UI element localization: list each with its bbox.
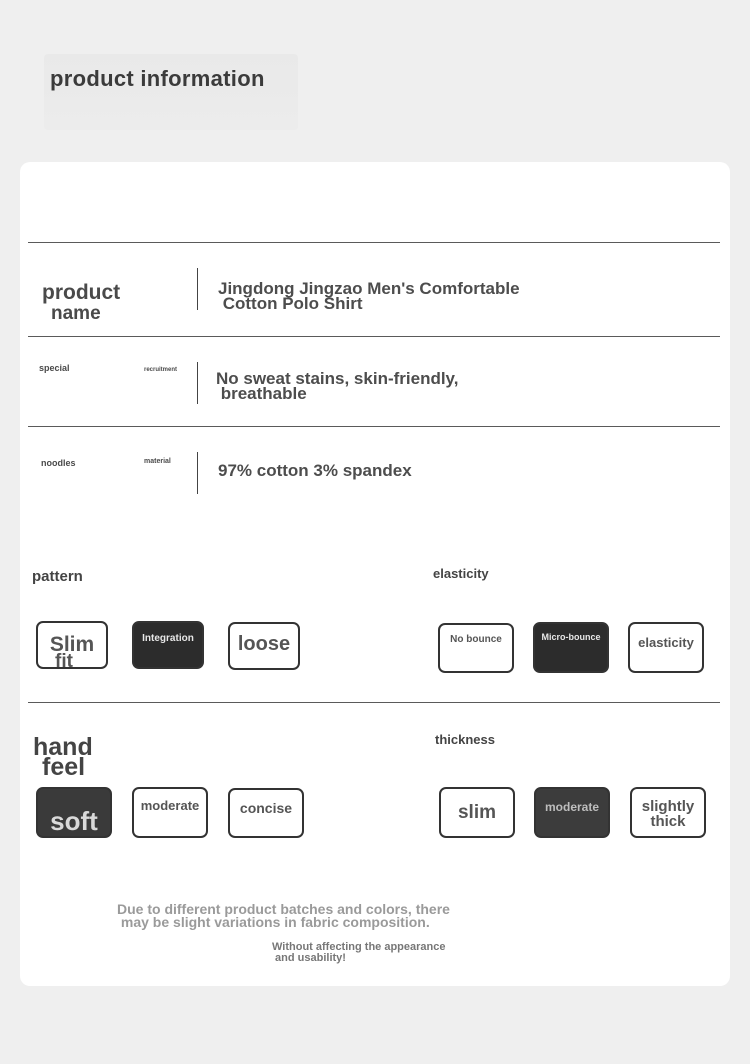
thickness-option-slim[interactable] bbox=[439, 787, 515, 838]
product-name-value: Jingdong Jingzao Men's Comfortable Cotton Polo Shirt bbox=[218, 279, 520, 313]
option-label: Integration bbox=[142, 633, 194, 644]
option-label: soft bbox=[50, 806, 98, 836]
elasticity-option-micro-bounce[interactable] bbox=[533, 622, 609, 673]
column-divider bbox=[197, 362, 198, 404]
elasticity-option-no-bounce[interactable] bbox=[438, 623, 514, 673]
option-label: concise bbox=[239, 800, 293, 816]
option-label: thick bbox=[650, 813, 686, 830]
column-divider bbox=[197, 268, 198, 310]
thickness-option-moderate[interactable] bbox=[534, 787, 610, 838]
option-label: Micro-bounce bbox=[541, 632, 601, 642]
option-label: moderate bbox=[140, 798, 200, 813]
pattern-option-slim-fit[interactable] bbox=[36, 621, 108, 669]
option-label: No bounce bbox=[450, 634, 502, 645]
hand-feel-option-soft[interactable] bbox=[36, 787, 112, 838]
divider bbox=[28, 242, 720, 243]
pattern-option-loose[interactable] bbox=[228, 622, 300, 670]
elasticity-option-elasticity[interactable] bbox=[628, 622, 704, 673]
column-divider bbox=[197, 452, 198, 494]
divider bbox=[28, 336, 720, 337]
product-name-label-2: name bbox=[51, 303, 101, 324]
disclaimer-subnote: Without affecting the appearance and usability! bbox=[272, 941, 446, 964]
elasticity-title: elasticity bbox=[433, 566, 489, 581]
hand-feel-option-moderate[interactable] bbox=[132, 787, 208, 838]
hand-feel-title-1: hand bbox=[33, 733, 93, 761]
special-value: No sweat stains, skin-friendly, breathable bbox=[216, 369, 459, 403]
option-label: moderate bbox=[544, 800, 600, 814]
option-label: Slim bbox=[49, 633, 95, 656]
special-label: special bbox=[39, 363, 70, 373]
option-label: slim bbox=[457, 802, 497, 823]
material-value: 97% cotton 3% spandex bbox=[218, 461, 412, 480]
divider bbox=[28, 702, 720, 703]
divider bbox=[28, 426, 720, 427]
page-title: product information bbox=[50, 66, 265, 91]
noodles-label: noodles bbox=[41, 458, 76, 468]
thickness-option-slightly-thick[interactable] bbox=[630, 787, 706, 838]
option-label: slightly bbox=[641, 798, 695, 815]
pattern-title: pattern bbox=[32, 568, 83, 585]
disclaimer-note: Due to different product batches and colors, there may be slight variations in fabric composition. bbox=[117, 901, 450, 930]
recruitment-label: recruitment bbox=[144, 367, 178, 373]
product-name-label-1: product bbox=[42, 281, 121, 304]
material-label: material bbox=[144, 458, 171, 465]
option-label: loose bbox=[237, 633, 291, 655]
thickness-title: thickness bbox=[435, 732, 495, 747]
hand-feel-option-concise[interactable] bbox=[228, 788, 304, 838]
hand-feel-title-2: feel bbox=[42, 753, 86, 781]
option-label: fit bbox=[55, 651, 73, 669]
pattern-option-integration[interactable] bbox=[132, 621, 204, 669]
option-label: elasticity bbox=[638, 635, 694, 650]
